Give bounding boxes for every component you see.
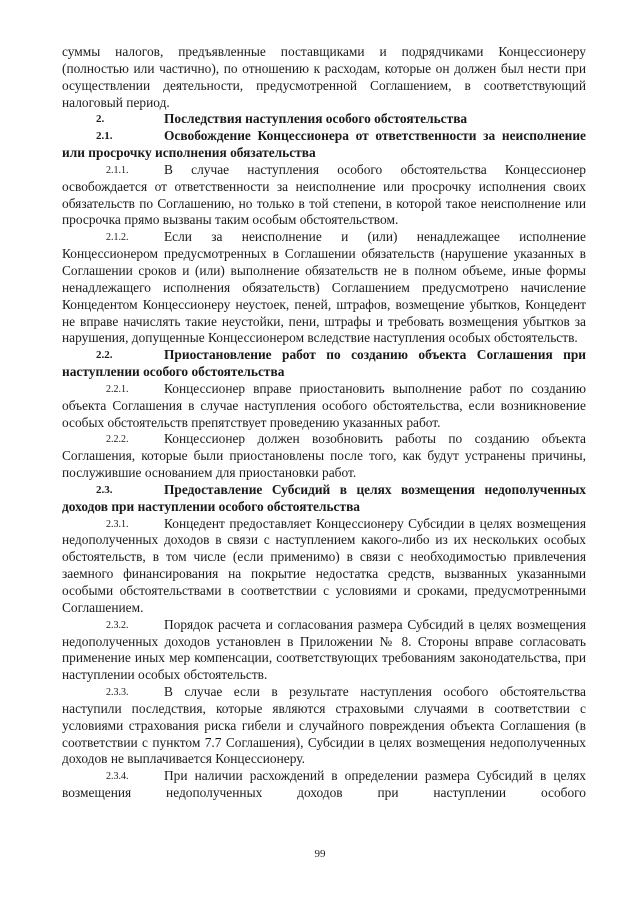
clause-text: Если за неисполнение и (или) ненадлежащее исполнение Концессионером предусмотренных в Соглашении обязательств (нарушение указанных в Соглашении сроков и (или) выполнение обязательств не в полном объеме, иные формы ненадлежащего исполнения обязательств) Соглашением предусмотрено начисление Концедентом Концессионеру неустоек, пеней, штрафов, возмещение убытков, Концедент не вправе начислять такие неустойки, пени, штрафы и требовать возмещения убытков за нарушения, допущенные Концессионером вследствие наступления особых обстоятельств. [62, 229, 586, 346]
section-number: 2.2. [96, 349, 113, 362]
clause-number: 2.2.2. [106, 434, 129, 446]
section-title: Освобождение Концессионера от ответственности за неисполнение или просрочку исполнения обязательства [62, 128, 586, 161]
section-heading-2-2 [62, 347, 586, 381]
section-title: Последствия наступления особого обстоятельства [164, 111, 468, 127]
clause-2-3-3 [62, 684, 586, 768]
clause-number: 2.3.1. [106, 518, 129, 530]
clause-text: Концессионер вправе приостановить выполнение работ по созданию объекта Соглашения в случае наступления особого обстоятельства, если возникновение особых обстоятельств препятствует проведению указанных работ. [62, 380, 586, 430]
clause-2-3-2 [62, 617, 586, 684]
section-number: 2.1. [96, 130, 113, 143]
clause-2-2-2 [62, 431, 586, 482]
clause-number: 2.2.1. [106, 383, 129, 395]
clause-number: 2.1.2. [106, 232, 129, 244]
section-number: 2. [96, 113, 105, 126]
clause-2-1-1 [62, 162, 586, 229]
clause-text: При наличии расхождений в определении размера Субсидий в целях возмещения недополученных доходов при наступлении особого [62, 768, 586, 801]
section-heading-2-3 [62, 482, 586, 516]
section-heading-2 [62, 111, 586, 128]
clause-number: 2.3.3. [106, 687, 129, 699]
clause-number: 2.3.4. [106, 771, 129, 783]
clause-text: В случае наступления особого обстоятельства Концессионер освобождается от ответственности за неисполнение или просрочку исполнения своих обязательств по Соглашению, но только в той степени, в которой такое неисполнение или просрочка прямо вызваны таким особым обстоятельством. [62, 161, 586, 228]
clause-text: Порядок расчета и согласования размера Субсидий в целях возмещения недополученных доходов установлен в Приложении № 8. Стороны вправе согласовать применение иных мер компенсации, соответствующих требованиям законодательства, при наступлении особых обстоятельств. [62, 616, 586, 683]
section-title: Приостановление работ по созданию объекта Соглашения при наступлении особого обстоятельства [62, 347, 586, 380]
section-number: 2.3. [96, 483, 113, 496]
document-body [62, 44, 586, 802]
section-title: Предоставление Субсидий в целях возмещения недополученных доходов при наступлении особого обстоятельства [62, 481, 586, 514]
clause-text: В случае если в результате наступления особого обстоятельства наступили последствия, которые являются страховыми случаями в соответствии с условиями страхования риска гибели и случайного повреждения объекта Соглашения (в соответствии с пунктом 7.7 Соглашения), Субсидии в целях возмещения недополученных доходов не выплачивается Концессионеру. [62, 684, 586, 767]
clause-number: 2.1.1. [106, 164, 129, 176]
clause-2-2-1 [62, 381, 586, 432]
intro-paragraph: суммы налогов, предъявленные поставщиками и подрядчиками Концессионеру (полностью или частично), по отношению к расходам, которые он должен был нести при осуществлении деятельности, предусмотренной Соглашением, в соответствующий налоговый период. [62, 44, 586, 110]
clause-2-1-2 [62, 229, 586, 347]
clause-number: 2.3.2. [106, 619, 129, 631]
section-heading-2-1 [62, 128, 586, 162]
clause-text: Концедент предоставляет Концессионеру Субсидии в целях возмещения недополученных доходов в связи с наступлением какого-либо из их нескольких особых обстоятельств, в том числе (если применимо) в связи с необходимостью привлечения заемного финансирования на покрытие недостатка средств, вызванных указанными особыми обстоятельствами в соответствии с условиями и сроками, предусмотренными Соглашением. [62, 515, 586, 615]
clause-text: Концессионер должен возобновить работы по созданию объекта Соглашения, которые были приостановлены после того, как будут устранены причины, послужившие основанием для приостановки работ. [62, 431, 586, 481]
clause-2-3-4 [62, 768, 586, 802]
clause-2-3-1 [62, 516, 586, 617]
page-number: 99 [314, 848, 326, 860]
